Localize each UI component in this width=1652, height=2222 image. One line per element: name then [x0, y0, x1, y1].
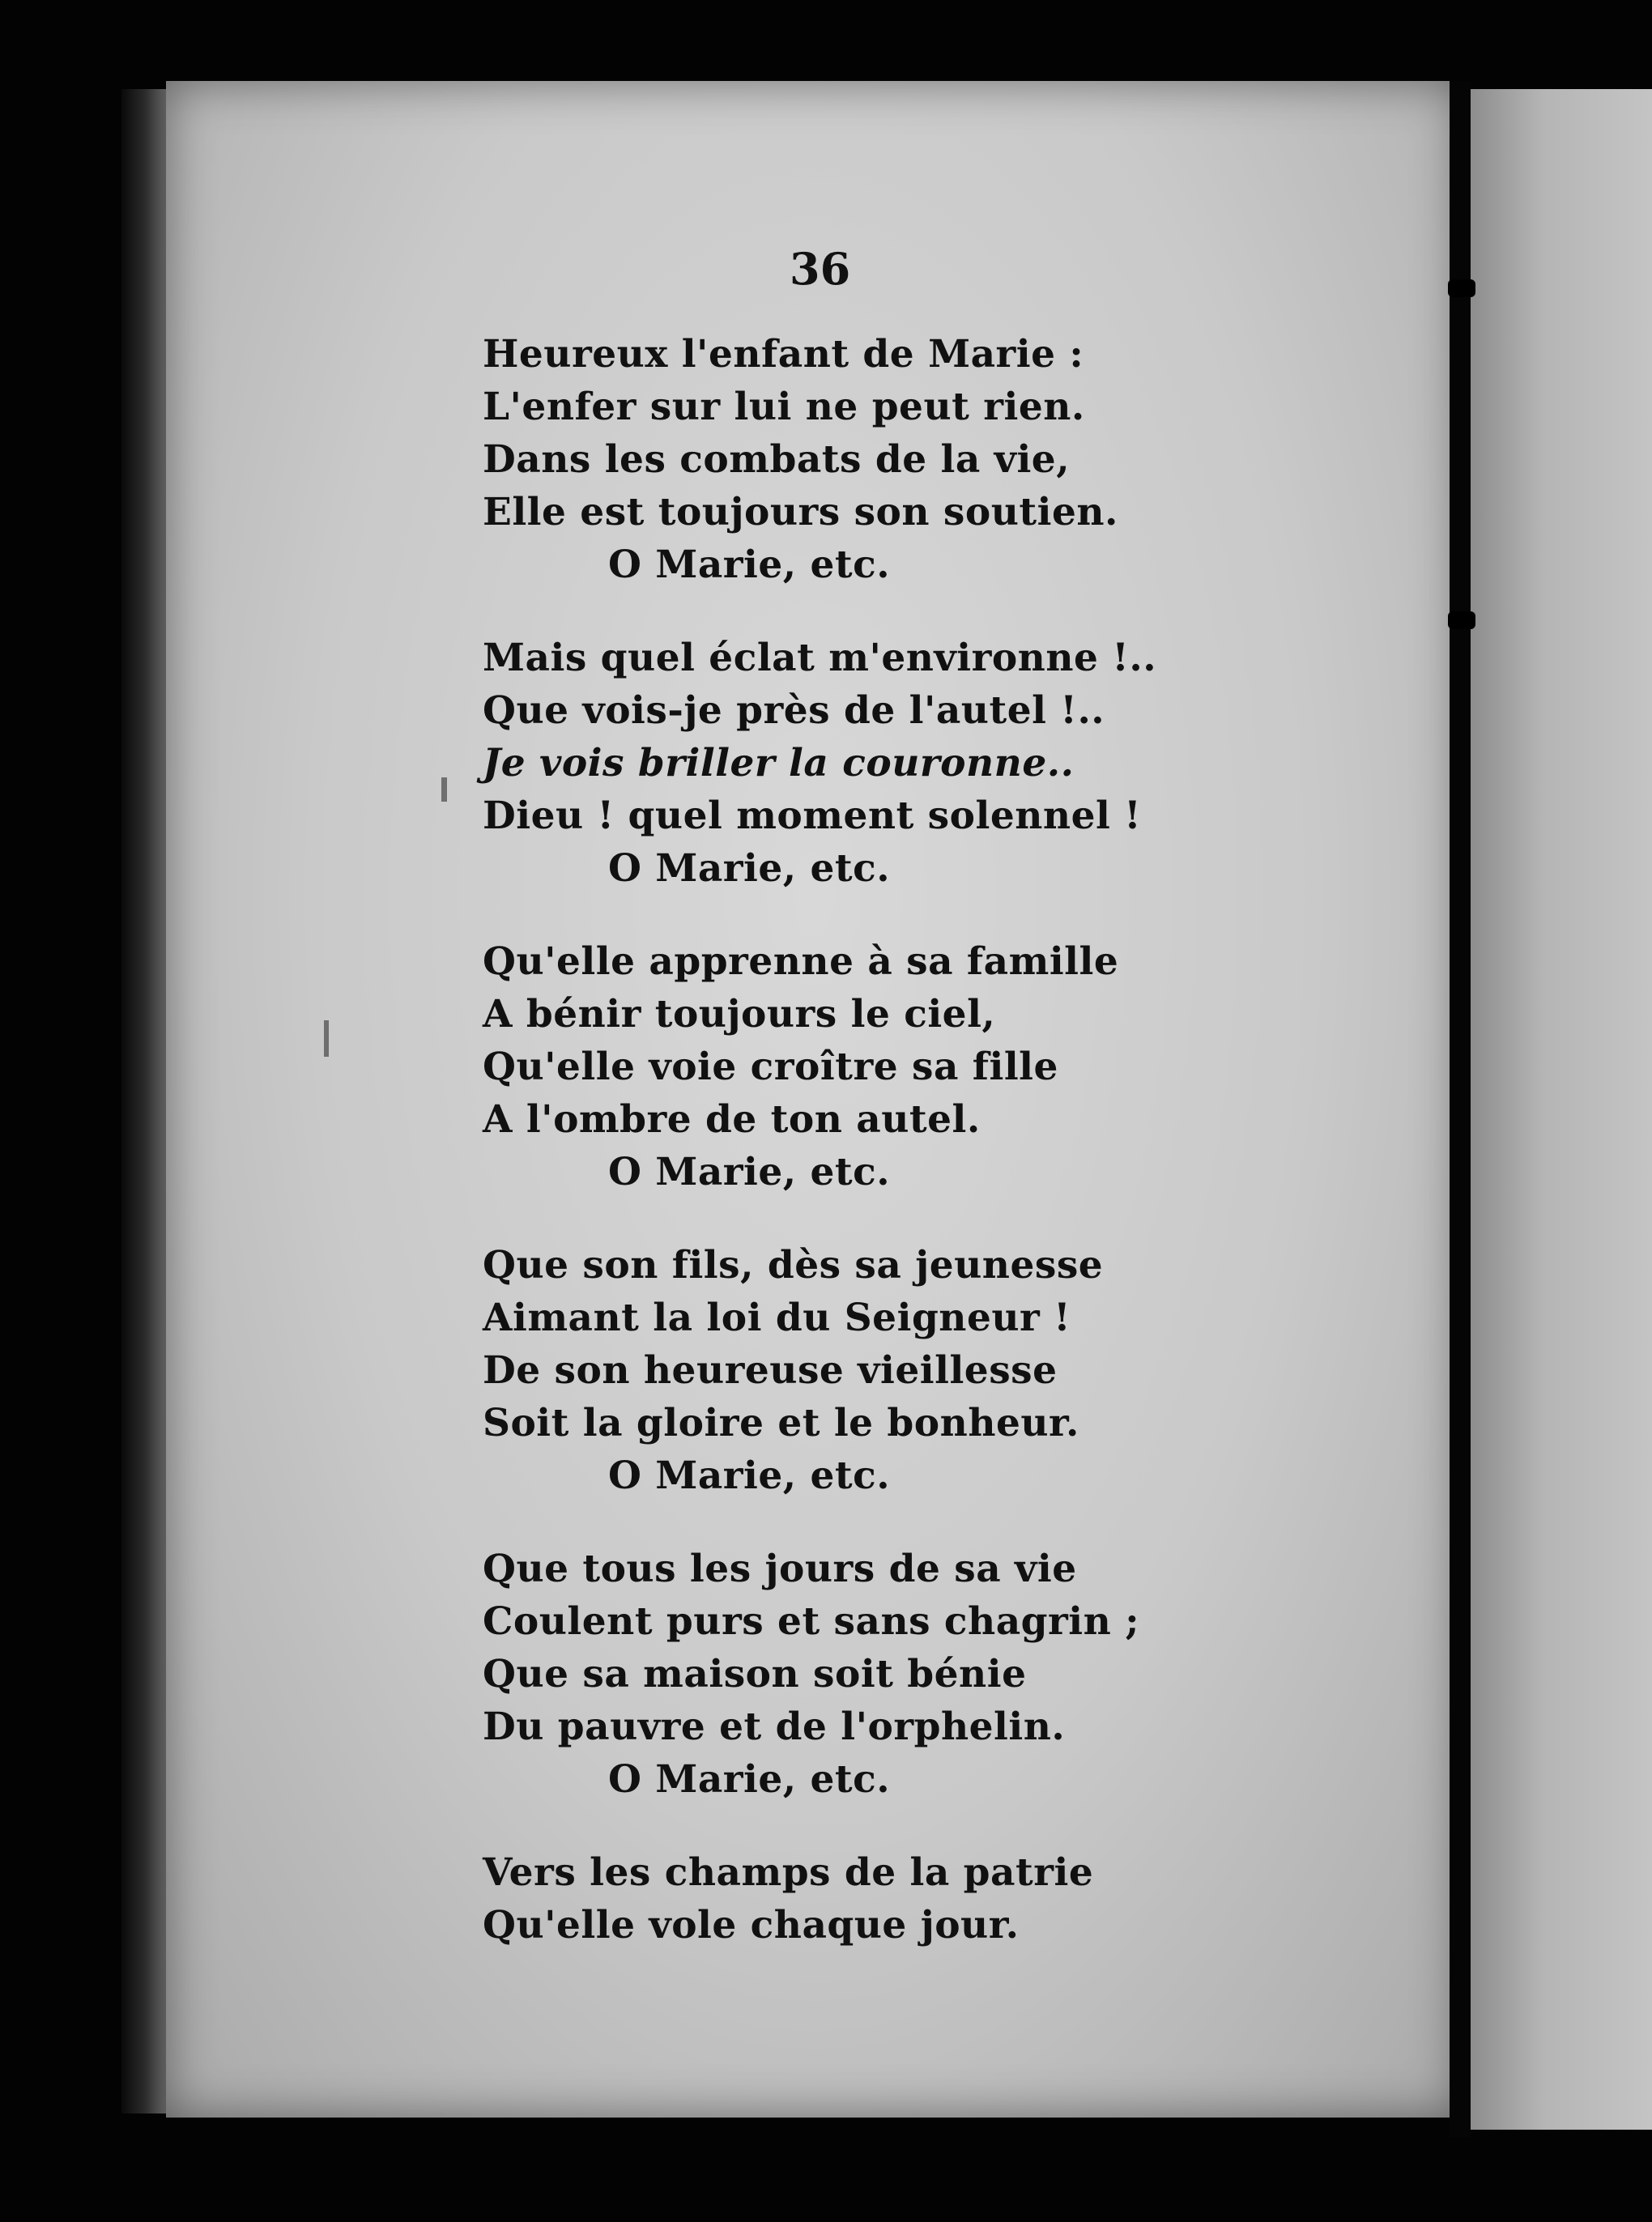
verse-line: Qu'elle apprenne à sa famille [483, 939, 1119, 984]
stanza [483, 328, 1414, 591]
scan-speck [441, 777, 447, 802]
verse-line: A l'ombre de ton autel. [483, 1097, 981, 1142]
verse-line: Que son fils, dès sa jeunesse [483, 1243, 1104, 1288]
verse-line: Qu'elle vole chaque jour. [483, 1903, 1020, 1947]
refrain-line: O Marie, etc. [608, 1454, 891, 1498]
verse-line: Elle est toujours son soutien. [483, 490, 1118, 534]
gutter-mark [1448, 611, 1475, 629]
facing-page-edge [1471, 89, 1652, 2130]
stanza [483, 1846, 1414, 1952]
refrain-line: O Marie, etc. [608, 846, 891, 891]
gutter-mark [1448, 279, 1475, 297]
verse-line: A bénir toujours le ciel, [483, 992, 996, 1037]
refrain-line: O Marie, etc. [608, 543, 891, 587]
stanza [483, 1239, 1414, 1502]
verse-line: Dans les combats de la vie, [483, 437, 1071, 482]
verse-line: Que tous les jours de sa vie [483, 1547, 1077, 1591]
verse-line: Soit la gloire et le bonheur. [483, 1401, 1079, 1445]
refrain-line: O Marie, etc. [608, 1757, 891, 1802]
verse-line: Mais quel éclat m'environne !.. [483, 636, 1157, 680]
verse-line: Coulent purs et sans chagrin ; [483, 1599, 1140, 1644]
verse-line: Heureux l'enfant de Marie : [483, 332, 1084, 377]
verse-line: Que vois-je près de l'autel !.. [483, 688, 1105, 733]
verse-line: Vers les champs de la patrie [483, 1850, 1094, 1895]
verse-line: De son heureuse vieillesse [483, 1348, 1058, 1393]
verse-line: Aimant la loi du Seigneur ! [483, 1296, 1071, 1340]
verse-line: Que sa maison soit bénie [483, 1652, 1027, 1696]
refrain-line: O Marie, etc. [608, 1150, 891, 1194]
scan-speck [324, 1020, 329, 1057]
verse-line: Qu'elle voie croître sa fille [483, 1045, 1058, 1089]
verse-line: Dieu ! quel moment solennel ! [483, 794, 1142, 838]
verse-line: Du pauvre et de l'orphelin. [483, 1705, 1066, 1749]
page-number: 36 [790, 243, 851, 295]
stanza [483, 1543, 1414, 1806]
verse-line: L'enfer sur lui ne peut rien. [483, 385, 1085, 429]
book-gutter [1450, 81, 1471, 2138]
verse-line: Je vois briller la couronne.. [483, 741, 1075, 785]
stanza [483, 632, 1414, 895]
poem-text [483, 235, 1414, 1992]
stanza [483, 935, 1414, 1198]
